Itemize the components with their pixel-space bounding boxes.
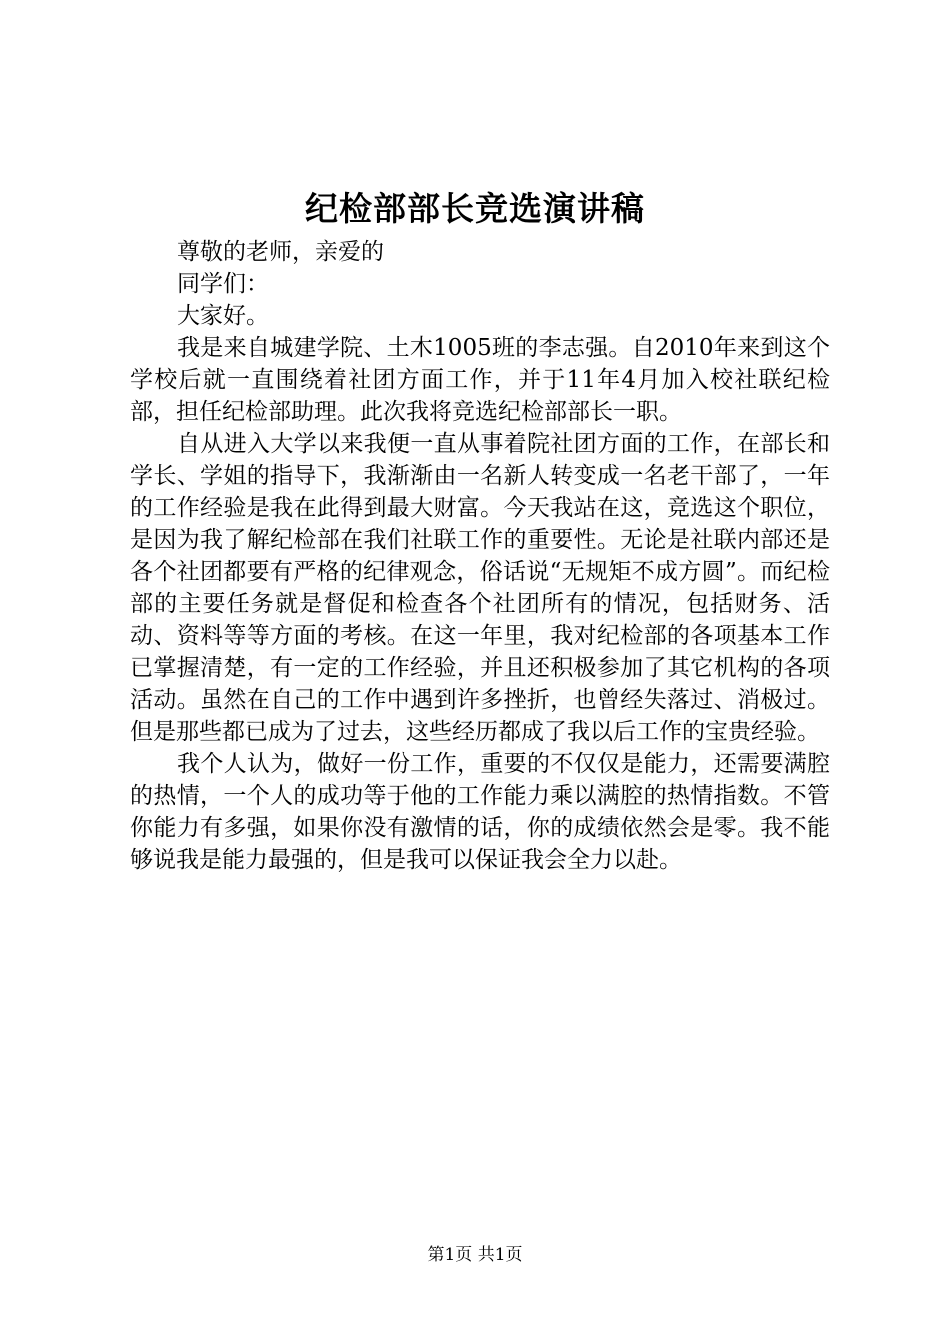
greeting-line: 尊敬的老师，亲爱的 <box>177 239 384 265</box>
document-body <box>130 236 830 876</box>
page-footer: 第1页 共1页 <box>427 1245 523 1265</box>
greeting-line: 大家好。 <box>177 303 269 329</box>
document-title: 纪检部部长竞选演讲稿 <box>305 189 645 228</box>
body-paragraph: 自从进入大学以来我便一直从事着院社团方面的工作，在部长和学长、学姐的指导下，我渐渐由一名新人转变成一名老干部了，一年的工作经验是我在此得到最大财富。今天我站在这，竞选这个职位，是因为我了解纪检部在我们社联工作的重要性。无论是社联内部还是各个社团都要有严格的纪律观念，俗话说“无规矩不成方圆”。而纪检部的主要任务就是督促和检查各个社团所有的情况，包括财务、活动、资料等等方面的考核。在这一年里，我对纪检部的各项基本工作已掌握清楚，有一定的工作经验，并且还积极参加了其它机构的各项活动。虽然在自己的工作中遇到许多挫折，也曾经失落过、消极过。但是那些都已成为了过去，这些经历都成了我以后工作的宝贵经验。 <box>130 431 830 745</box>
body-paragraph: 我个人认为，做好一份工作，重要的不仅仅是能力，还需要满腔的热情，一个人的成功等于他的工作能力乘以满腔的热情指数。不管你能力有多强，如果你没有激情的话，你的成绩依然会是零。我不能够说我是能力最强的，但是我可以保证我会全力以赴。 <box>130 751 830 873</box>
greeting-line: 同学们： <box>177 271 269 297</box>
body-paragraph: 我是来自城建学院、土木1005班的李志强。自2010年来到这个学校后就一直围绕着社团方面工作，并于11年4月加入校社联纪检部，担任纪检部助理。此次我将竞选纪检部部长一职。 <box>130 335 830 425</box>
